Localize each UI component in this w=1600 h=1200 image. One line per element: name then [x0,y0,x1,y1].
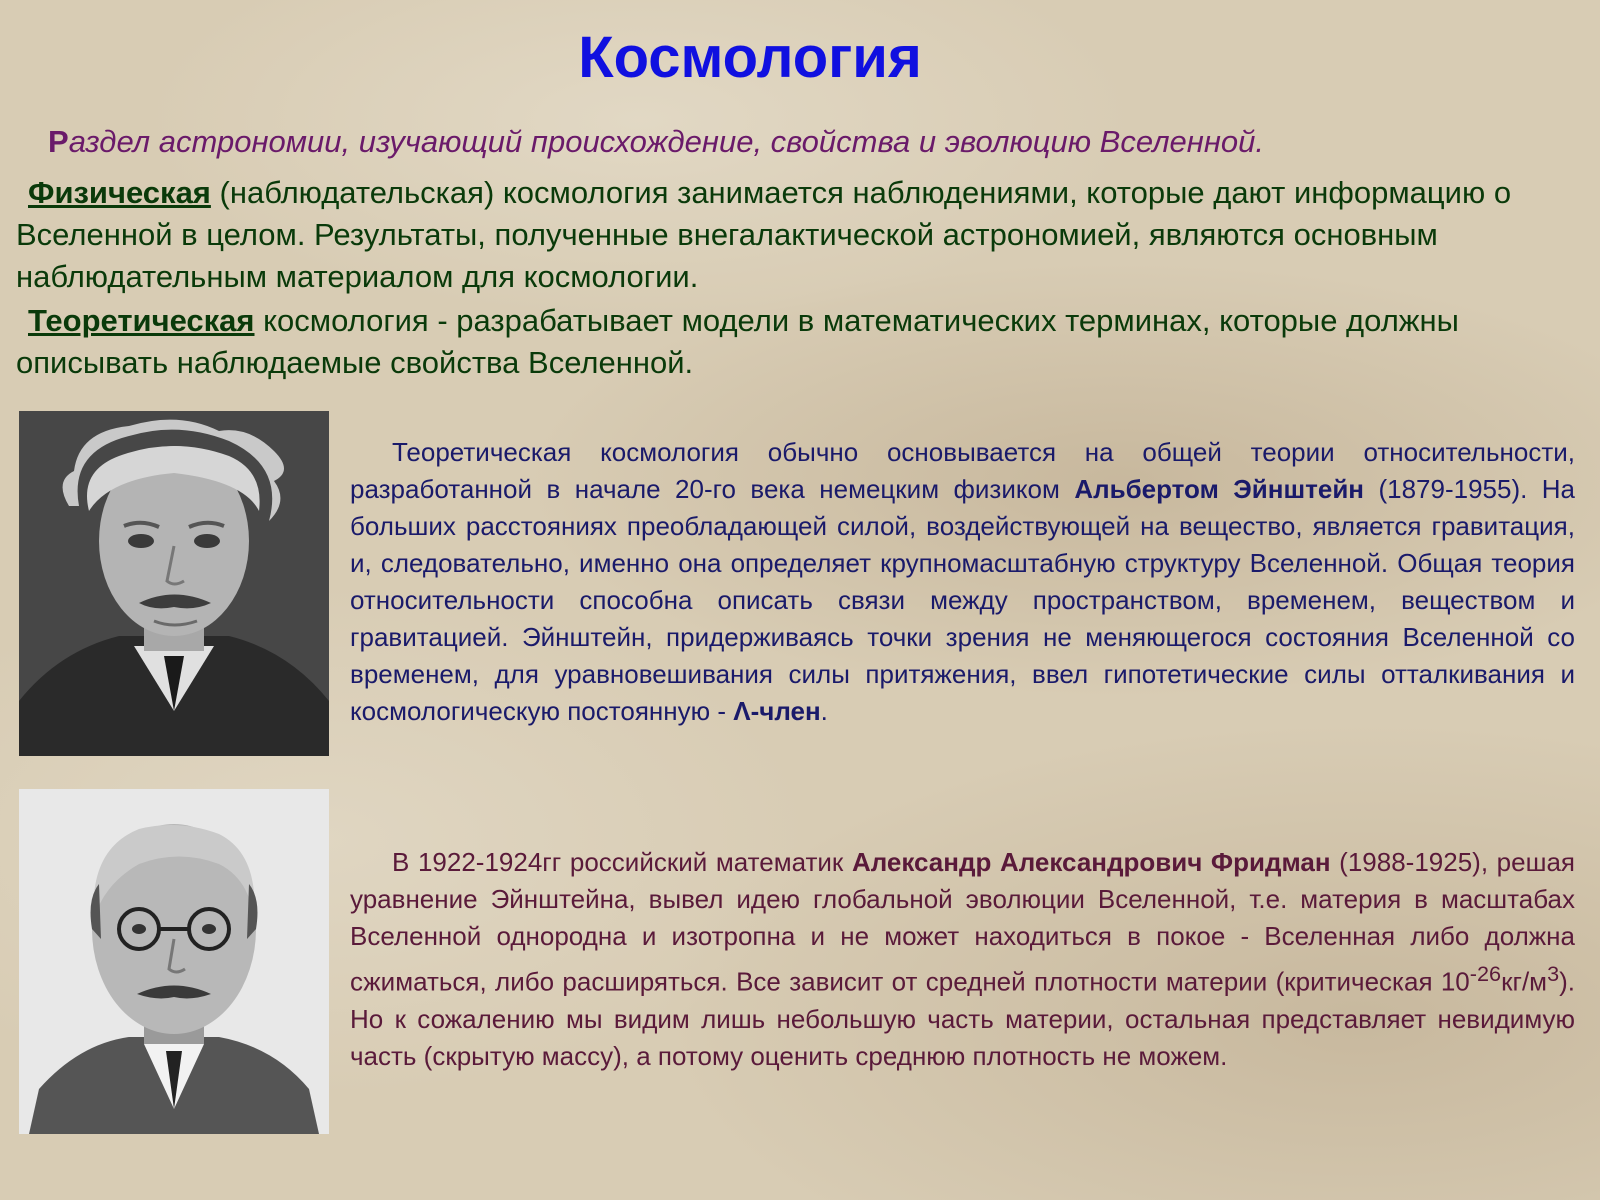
density-unit-exponent: 3 [1547,961,1560,986]
friedmann-text-before: В 1922-1924гг российский математик [392,847,852,877]
definition-text: аздел астрономии, изучающий происхождение, свойства и эволюцию Вселенной. [68,124,1265,159]
definition-first-letter: Р [48,124,69,159]
friedmann-paragraph [350,844,1575,1075]
theoretical-text: космология - разрабатывает модели в математических терминах, которые должны описывать наблюдаемые свойства Вселенной. [16,303,1459,380]
density-exponent: -26 [1469,961,1502,986]
einstein-text-middle: (1879-1955). На больших расстояниях преобладающей силой, воздействующей на вещество, является гравитация, и, следовательно, именно она определяет крупномасштабную структуру Вселенной. Общая теория относительности способна описать связи между пространством, временем, веществом и гравитацией. Эйнштейн, придерживаясь точки зрения не меняющегося состояния Вселенной со временем, для уравновешивания силы притяжения, ввел гипотетические силы отталкивания и космологическую постоянную - [350,474,1576,726]
theoretical-cosmology-paragraph [16,300,1586,384]
friedmann-text-middle: (1988-1925), решая уравнение Эйнштейна, вывел идею глобальной эволюции Вселенной, т.е. материя в масштабах Вселенной однородна и изотропна и не может находиться в покое - Вселенная либо должна сжиматься, либо расширяться. Все зависит от средней плотности материи (критическая 10 [350,847,1575,997]
einstein-text-before: Теоретическая космология обычно основывается на общей теории относительности, разработанной в начале 20-го века немецким физиком [350,437,1575,504]
density-unit: кг/м [1501,966,1548,997]
lambda-term: Λ-член [733,696,821,726]
friedmann-text-end: ). Но к сожалению мы видим лишь небольшую часть материи, остальная представляет невидимую часть (скрытую массу), а потому оценить среднюю плотность не можем. [350,966,1575,1071]
physical-text: (наблюдательская) космология занимается наблюдениями, которые дают информацию о Вселенной в целом. Результаты, полученные внегалактической астрономией, являются основным наблюдательным материалом для космологии. [16,175,1512,294]
physical-cosmology-paragraph [16,172,1586,298]
friedmann-name: Александр Александрович Фридман [851,847,1331,877]
theoretical-term: Теоретическая [28,303,255,338]
physical-term: Физическая [28,175,211,210]
einstein-portrait-drawing [19,411,329,756]
einstein-portrait [19,411,329,756]
friedmann-portrait-drawing [19,789,329,1134]
einstein-name: Альбертом Эйнштейн [1074,474,1365,504]
einstein-text-end: . [820,696,828,726]
page-title: Космология [578,25,922,90]
definition [48,124,1568,160]
einstein-paragraph [350,434,1575,730]
friedmann-portrait [19,789,329,1134]
